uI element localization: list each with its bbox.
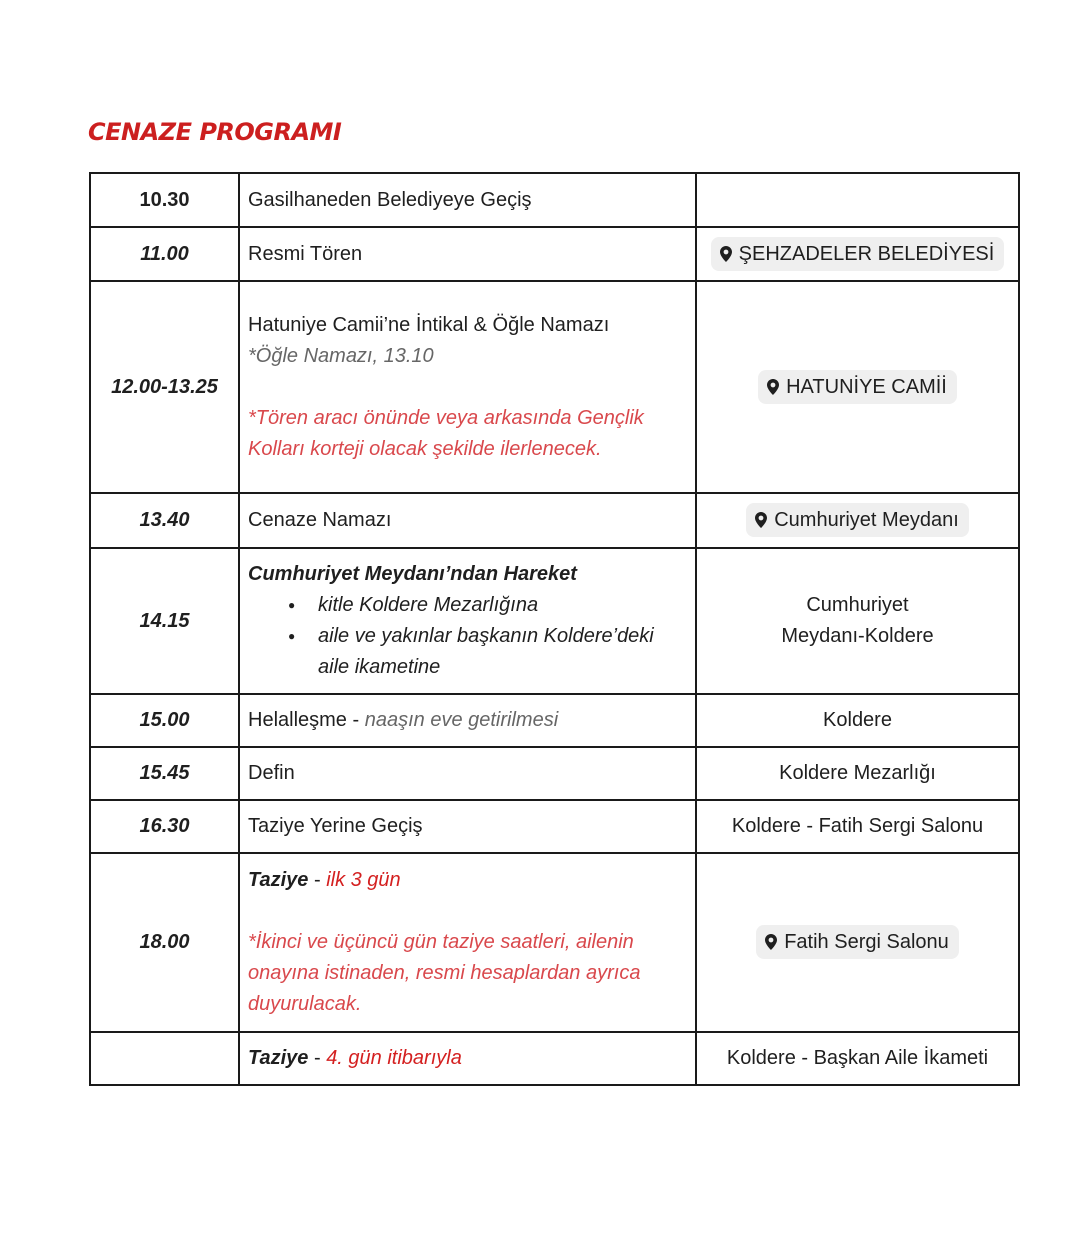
event-separator: -: [346, 709, 365, 731]
event-title: Helalleşme: [248, 709, 347, 731]
event-highlight: 4. gün itibarıyla: [326, 1047, 462, 1069]
event-cell: Gasilhaneden Belediyeye Geçiş: [239, 173, 696, 227]
location-cell: [696, 281, 1019, 493]
event-cell: Cenaze Namazı: [239, 493, 696, 548]
location-pin-icon: [764, 934, 778, 950]
location-cell: [696, 493, 1019, 548]
event-cell: Resmi Tören: [239, 227, 696, 281]
location-pin-icon: [754, 512, 768, 528]
event-cell: [239, 548, 696, 694]
time-cell: 18.00: [90, 853, 239, 1032]
table-row: [90, 1032, 1019, 1085]
location-cell: [696, 853, 1019, 1032]
table-row: [90, 853, 1019, 1032]
time-cell: 10.30: [90, 173, 239, 227]
event-title: Cumhuriyet Meydanı’ndan Hareket: [248, 563, 577, 585]
location-pin-icon: [719, 246, 733, 262]
location-chip[interactable]: [746, 503, 969, 537]
list-item: ● kitle Koldere Mezarlığına: [288, 590, 689, 621]
time-cell: 14.15: [90, 548, 239, 694]
event-highlight: ilk 3 gün: [326, 869, 401, 891]
location-cell: Koldere - Başkan Aile İkameti: [696, 1032, 1019, 1085]
page-title: CENAZE PROGRAMI: [88, 118, 342, 146]
event-note: *Tören aracı önünde veya arkasında Gençlik Kolları korteji olacak şekilde ilerlenecek.: [248, 406, 644, 460]
location-label: HATUNİYE CAMİİ: [786, 375, 947, 398]
time-cell: 13.40: [90, 493, 239, 548]
table-row: [90, 173, 1019, 227]
table-row: [90, 747, 1019, 800]
event-cell: [239, 853, 696, 1032]
event-note: *İkinci ve üçüncü gün taziye saatleri, ailenin onayına istinaden, resmi hesaplardan ayrıca duyurulacak.: [248, 931, 641, 1015]
table-row: [90, 548, 1019, 694]
event-cell: [239, 281, 696, 493]
time-cell: 15.45: [90, 747, 239, 800]
table-row: [90, 800, 1019, 853]
event-bullets: [248, 590, 689, 683]
table-row: [90, 227, 1019, 281]
table-row: [90, 493, 1019, 548]
location-cell: Koldere: [696, 694, 1019, 747]
location-chip[interactable]: [756, 925, 959, 959]
event-subnote: naaşın eve getirilmesi: [364, 709, 559, 731]
event-separator: -: [308, 1047, 327, 1069]
event-subnote: *Öğle Namazı, 13.10: [248, 344, 434, 367]
time-cell: [90, 1032, 239, 1085]
event-cell: Taziye Yerine Geçiş: [239, 800, 696, 853]
location-label: Cumhuriyet Meydanı: [774, 509, 959, 531]
event-cell: Defin: [239, 747, 696, 800]
location-cell: [696, 227, 1019, 281]
time-cell: 15.00: [90, 694, 239, 747]
location-label: Meydanı-Koldere: [781, 625, 934, 647]
location-chip[interactable]: [758, 370, 957, 404]
location-label: Cumhuriyet: [806, 594, 909, 616]
event-cell: [239, 694, 696, 747]
list-item: ● aile ve yakınlar başkanın Koldere’deki aile ikametine: [288, 621, 689, 683]
time-cell: 12.00-13.25: [90, 281, 239, 493]
location-chip[interactable]: [711, 237, 1005, 271]
event-title: Taziye: [248, 869, 309, 891]
time-cell: 16.30: [90, 800, 239, 853]
event-title: Hatuniye Camii’ne İntikal & Öğle Namazı: [248, 313, 610, 336]
schedule-table: [89, 172, 1020, 1086]
event-cell: [239, 1032, 696, 1085]
table-row: [90, 694, 1019, 747]
location-label: ŞEHZADELER BELEDİYESİ: [738, 242, 995, 265]
location-cell: Koldere Mezarlığı: [696, 747, 1019, 800]
event-title: Taziye: [248, 1047, 309, 1069]
location-cell: [696, 548, 1019, 694]
location-label: Fatih Sergi Salonu: [784, 931, 949, 953]
time-cell: 11.00: [90, 227, 239, 281]
event-separator: -: [308, 869, 327, 891]
location-cell: Koldere - Fatih Sergi Salonu: [696, 800, 1019, 853]
location-cell: [696, 173, 1019, 227]
table-row: [90, 281, 1019, 493]
location-pin-icon: [766, 379, 780, 395]
